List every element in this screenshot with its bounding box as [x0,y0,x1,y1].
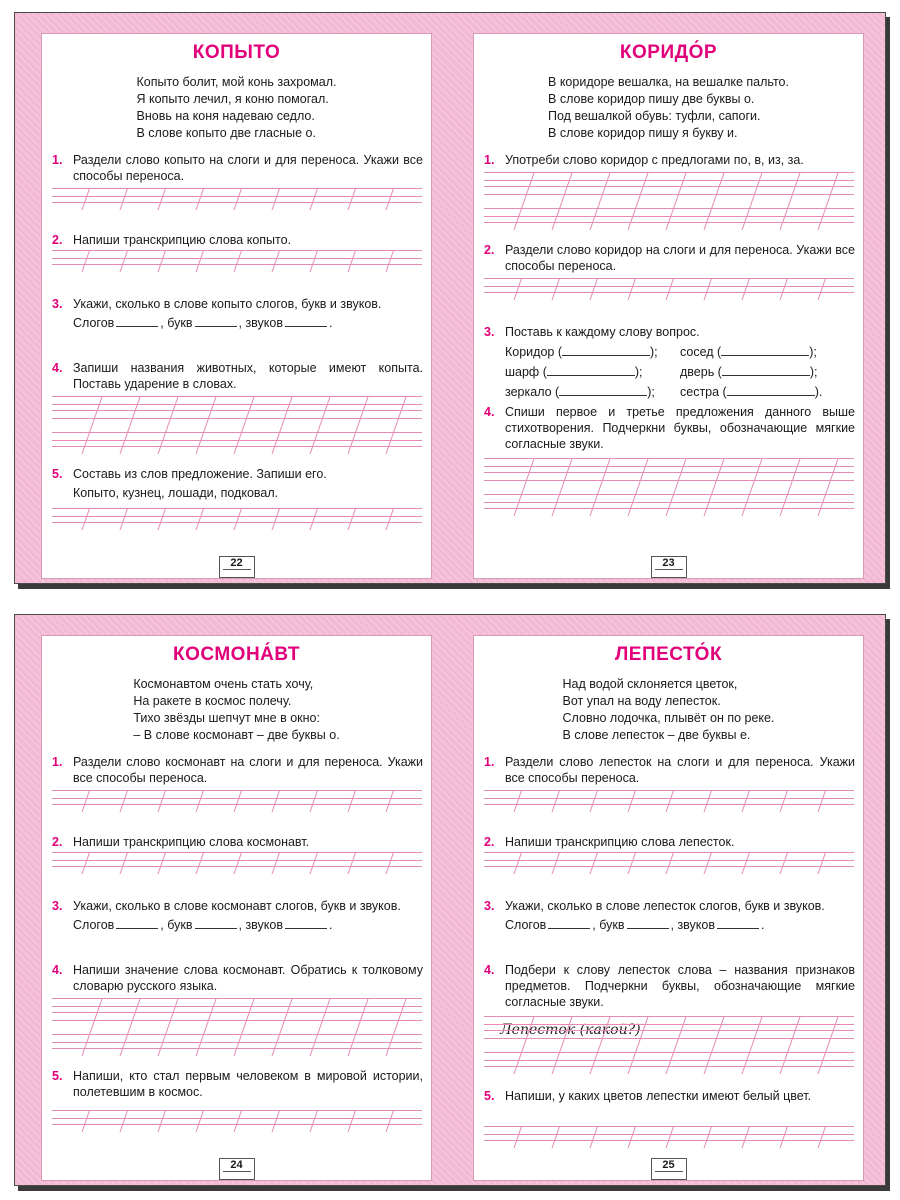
page-number: 23 [651,556,687,578]
slant-line [666,1126,674,1148]
poem-line: В слове коридор пишу я букву и. [548,126,738,140]
close: ); [650,345,658,359]
slant-line [234,790,242,812]
task-4 [484,404,855,452]
slant-line [514,1126,522,1148]
slant-line [82,1110,90,1132]
task-4 [484,962,855,1010]
slant-line [196,790,204,812]
page-title: КОСМОНА́ВТ [173,644,300,665]
task-text: Употреби слово коридор с предлогами по, в, из, за. [505,153,804,167]
slant-line [82,188,90,210]
task-number: 4. [52,963,63,977]
word: зеркало ( [505,385,560,399]
ruled-lines [52,188,422,210]
slant-line [272,250,280,272]
task-number: 3. [484,325,495,339]
ruled-lines [52,250,422,272]
task-text: Напиши транскрипцию слова копыто. [73,233,292,247]
handwritten-sample: Лепесток (какой?) [500,1022,641,1038]
poem [474,74,863,142]
slant-line [310,508,318,530]
slant-line [386,508,394,530]
slant-line [120,1110,128,1132]
slant-line [590,852,598,874]
task-number: 1. [484,755,495,769]
slant-line [120,790,128,812]
close: ); [809,365,818,379]
task-text: Укажи, сколько в слове копыто слогов, букв и звуков. [73,297,382,311]
task-3 [52,296,423,331]
writing-lines[interactable] [52,998,421,1056]
question-grid [505,342,855,402]
slant-line [158,1110,166,1132]
task-3 [52,898,423,933]
slant-line [552,1126,560,1148]
slant-line [234,508,242,530]
task-number: 2. [52,835,63,849]
question-blank[interactable] [722,363,810,376]
slant-line [666,790,674,812]
word: шарф ( [505,365,547,379]
task-number: 2. [484,243,495,257]
task-3 [484,898,855,933]
blank-syllables[interactable] [116,917,158,929]
poem-line: Над водой склоняется цветок, [562,677,738,691]
task-1 [52,152,423,184]
question-blank[interactable] [727,383,815,396]
period: . [329,918,333,932]
slant-line [158,790,166,812]
slant-line [514,278,522,300]
label-letters: , букв [160,918,193,932]
slant-line [514,790,522,812]
blank-syllables[interactable] [548,917,590,929]
poem-line: В слове коридор пишу две буквы о. [548,92,755,106]
ruled-lines [484,1126,854,1148]
poem-line: Космонавтом очень стать хочу, [133,677,314,691]
slant-line [628,278,636,300]
slant-line [310,188,318,210]
slant-line [196,508,204,530]
blank-syllables[interactable] [116,315,158,327]
blank-sounds[interactable] [285,315,327,327]
task-number: 4. [52,361,63,375]
ruled-lines [52,852,422,874]
slant-line [628,852,636,874]
task-text: Укажи, сколько в слове лепесток слогов, букв и звуков. [505,899,825,913]
writing-lines[interactable] [52,250,421,272]
page-title: ЛЕПЕСТО́К [614,644,723,665]
question-row [505,362,855,382]
ruled-lines [52,790,422,812]
slant-line [704,278,712,300]
page-number: 22 [219,556,255,578]
slant-line [82,508,90,530]
task-number: 4. [484,963,495,977]
page-23 [473,33,864,579]
ruled-lines [484,278,854,300]
slant-line [552,790,560,812]
slant-line [158,188,166,210]
task-text: Напиши транскрипцию слова космонавт. [73,835,310,849]
label-letters: , букв [592,918,625,932]
task-text: Укажи, сколько в слове космонавт слогов, букв и звуков. [73,899,401,913]
task-number: 1. [52,153,63,167]
task-2 [52,232,423,248]
poem [42,676,431,744]
slant-line [818,278,826,300]
slant-line [196,1110,204,1132]
task-text: Раздели слово космонавт на слоги и для переноса. Укажи все способы переноса. [73,755,423,785]
slant-line [590,790,598,812]
task-2 [52,834,423,850]
writing-lines[interactable] [484,1016,853,1074]
question-row [505,342,855,362]
task-number: 1. [484,153,495,167]
slant-line [666,852,674,874]
slant-line [742,790,750,812]
writing-lines[interactable] [484,458,853,516]
count-line [73,315,423,331]
blank-letters[interactable] [195,315,237,327]
slant-line [386,852,394,874]
slant-line [348,1110,356,1132]
word: сестра ( [680,385,727,399]
task-text: Раздели слово коридор на слоги и для переноса. Укажи все способы переноса. [505,243,855,273]
slant-line [818,790,826,812]
task-text: Раздели слово лепесток на слоги и для переноса. Укажи все способы переноса. [505,755,855,785]
task-2 [484,834,855,850]
page-number: 25 [651,1158,687,1180]
writing-lines[interactable] [484,1126,853,1148]
writing-lines[interactable] [52,396,421,454]
task-1 [52,754,423,786]
close: ). [814,385,823,399]
spread-bottom [14,614,886,1186]
count-line [505,917,855,933]
slant-line [196,188,204,210]
task-number: 3. [484,899,495,913]
page-title: КОПЫТО [192,42,281,63]
question-blank[interactable] [562,343,650,356]
slant-line [120,188,128,210]
poem [42,74,431,142]
slant-line [234,250,242,272]
count-line [73,917,423,933]
slant-line [234,852,242,874]
poem-line: Под вешалкой обувь: туфли, сапоги. [548,109,761,123]
ruled-lines [484,172,854,230]
slant-line [348,188,356,210]
slant-line [158,508,166,530]
slant-line [234,1110,242,1132]
close: ); [647,385,655,399]
task-1 [484,754,855,786]
task-text: Запиши названия животных, которые имеют копыта. Поставь ударение в словах. [73,361,423,391]
task-text: Раздели слово копыто на слоги и для переноса. Укажи все способы переноса. [73,153,423,183]
ruled-lines [52,396,422,454]
writing-lines[interactable] [484,790,853,812]
book-icon [223,569,251,575]
slant-line [348,250,356,272]
task-text: Составь из слов предложение. Запиши его. [73,467,327,481]
slant-line [120,250,128,272]
slant-line [348,852,356,874]
task-text: Спиши первое и третье предложения данного выше стихотворения. Подчеркни буквы, обозначающие мягкие согласные звуки. [505,405,855,451]
slant-line [704,790,712,812]
ruled-lines [52,508,422,530]
close: ); [809,345,817,359]
slant-line [386,188,394,210]
ruled-lines [52,998,422,1056]
slant-line [158,852,166,874]
writing-lines[interactable] [52,852,421,874]
writing-lines[interactable] [484,278,853,300]
writing-lines[interactable] [484,172,853,230]
label-syllables: Слогов [73,316,115,330]
blank-letters[interactable] [195,917,237,929]
slant-line [742,278,750,300]
task-1 [484,152,855,168]
slant-line [196,852,204,874]
writing-lines[interactable] [52,1110,421,1132]
slant-line [590,1126,598,1148]
writing-lines[interactable] [52,790,421,812]
label-sounds: , звуков [670,918,715,932]
question-blank[interactable] [721,343,809,356]
task-5 [484,1088,855,1104]
page-25 [473,635,864,1181]
slant-line [386,1110,394,1132]
slant-line [158,250,166,272]
blank-sounds[interactable] [285,917,327,929]
poem-line: Я копыто лечил, я коню помогал. [136,92,329,106]
writing-lines[interactable] [484,852,853,874]
poem-line: Тихо звёзды шепчут мне в окно: [133,711,320,725]
slant-line [514,852,522,874]
slant-line [120,508,128,530]
label-sounds: , звуков [238,316,283,330]
slant-line [82,250,90,272]
task-number: 2. [52,233,63,247]
slant-line [780,790,788,812]
task-number: 3. [52,899,63,913]
task-text: Напиши транскрипцию слова лепесток. [505,835,735,849]
poem-line: В слове лепесток – две буквы е. [562,728,751,742]
question-blank[interactable] [547,363,635,376]
task-number: 4. [484,405,495,419]
slant-line [704,852,712,874]
slant-line [818,852,826,874]
task-number: 2. [484,835,495,849]
slant-line [666,278,674,300]
slant-line [272,188,280,210]
ruled-lines [484,1016,854,1074]
slant-line [196,250,204,272]
book-icon [223,1171,251,1177]
task-4 [52,962,423,994]
ruled-lines [484,790,854,812]
question-row [505,382,855,402]
slant-line [310,852,318,874]
label-letters: , букв [160,316,193,330]
label-syllables: Слогов [505,918,547,932]
slant-line [780,852,788,874]
slant-line [234,188,242,210]
writing-lines[interactable] [52,508,421,530]
poem-line: Вновь на коня надеваю седло. [136,109,315,123]
period: . [761,918,765,932]
label-syllables: Слогов [73,918,115,932]
page-24 [41,635,432,1181]
task-4 [52,360,423,392]
task-text: Напиши, у каких цветов лепестки имеют белый цвет. [505,1089,812,1103]
page-number: 24 [219,1158,255,1180]
blank-letters[interactable] [627,917,669,929]
question-blank[interactable] [559,383,647,396]
poem-line: В коридоре вешалка, на вешалке пальто. [548,75,789,89]
slant-line [310,790,318,812]
page-22 [41,33,432,579]
task-text: Напиши значение слова космонавт. Обратись к толковому словарю русского языка. [73,963,423,993]
slant-line [272,790,280,812]
word: сосед ( [680,345,722,359]
poem-line: Вот упал на воду лепесток. [562,694,721,708]
ruled-lines [52,1110,422,1132]
task-5 [52,466,423,501]
poem [474,676,863,744]
spread-top [14,12,886,584]
poem-line: Копыто болит, мой конь захромал. [136,75,337,89]
poem-line: Словно лодочка, плывёт он по реке. [562,711,775,725]
word: Коридор ( [505,345,563,359]
book-icon [655,1171,683,1177]
writing-lines[interactable] [52,188,421,210]
slant-line [272,508,280,530]
word: дверь ( [680,365,722,379]
slant-line [82,790,90,812]
slant-line [272,852,280,874]
slant-line [780,278,788,300]
slant-line [272,1110,280,1132]
slant-line [552,278,560,300]
period: . [329,316,333,330]
slant-line [818,1126,826,1148]
slant-line [628,790,636,812]
blank-sounds[interactable] [717,917,759,929]
task-3 [484,324,855,340]
slant-line [82,852,90,874]
slant-line [742,852,750,874]
word-list: Копыто, кузнец, лошади, подковал. [73,486,279,500]
task-text: Подбери к слову лепесток слова – названия признаков предметов. Подчеркни буквы, обозначающие мягкие согласные звуки. [505,963,855,1009]
ruled-lines [484,458,854,516]
task-number: 5. [52,1069,63,1083]
slant-line [386,790,394,812]
slant-line [628,1126,636,1148]
task-2 [484,242,855,274]
page-title: КОРИДО́Р [619,42,718,63]
task-text: Поставь к каждому слову вопрос. [505,325,700,339]
poem-line: – В слове космонавт – две буквы о. [133,728,340,742]
task-text: Напиши, кто стал первым человеком в мировой истории, полетевшим в космос. [73,1069,423,1099]
poem-line: На ракете в космос полечу. [133,694,292,708]
slant-line [120,852,128,874]
slant-line [742,1126,750,1148]
close: ); [634,365,643,379]
book-icon [655,569,683,575]
slant-line [704,1126,712,1148]
slant-line [310,1110,318,1132]
task-number: 5. [484,1089,495,1103]
slant-line [348,790,356,812]
slant-line [552,852,560,874]
slant-line [590,278,598,300]
task-number: 1. [52,755,63,769]
task-number: 3. [52,297,63,311]
slant-line [310,250,318,272]
ruled-lines [484,852,854,874]
label-sounds: , звуков [238,918,283,932]
task-5 [52,1068,423,1100]
task-number: 5. [52,467,63,481]
slant-line [780,1126,788,1148]
poem-line: В слове копыто две гласные о. [136,126,316,140]
slant-line [348,508,356,530]
slant-line [386,250,394,272]
